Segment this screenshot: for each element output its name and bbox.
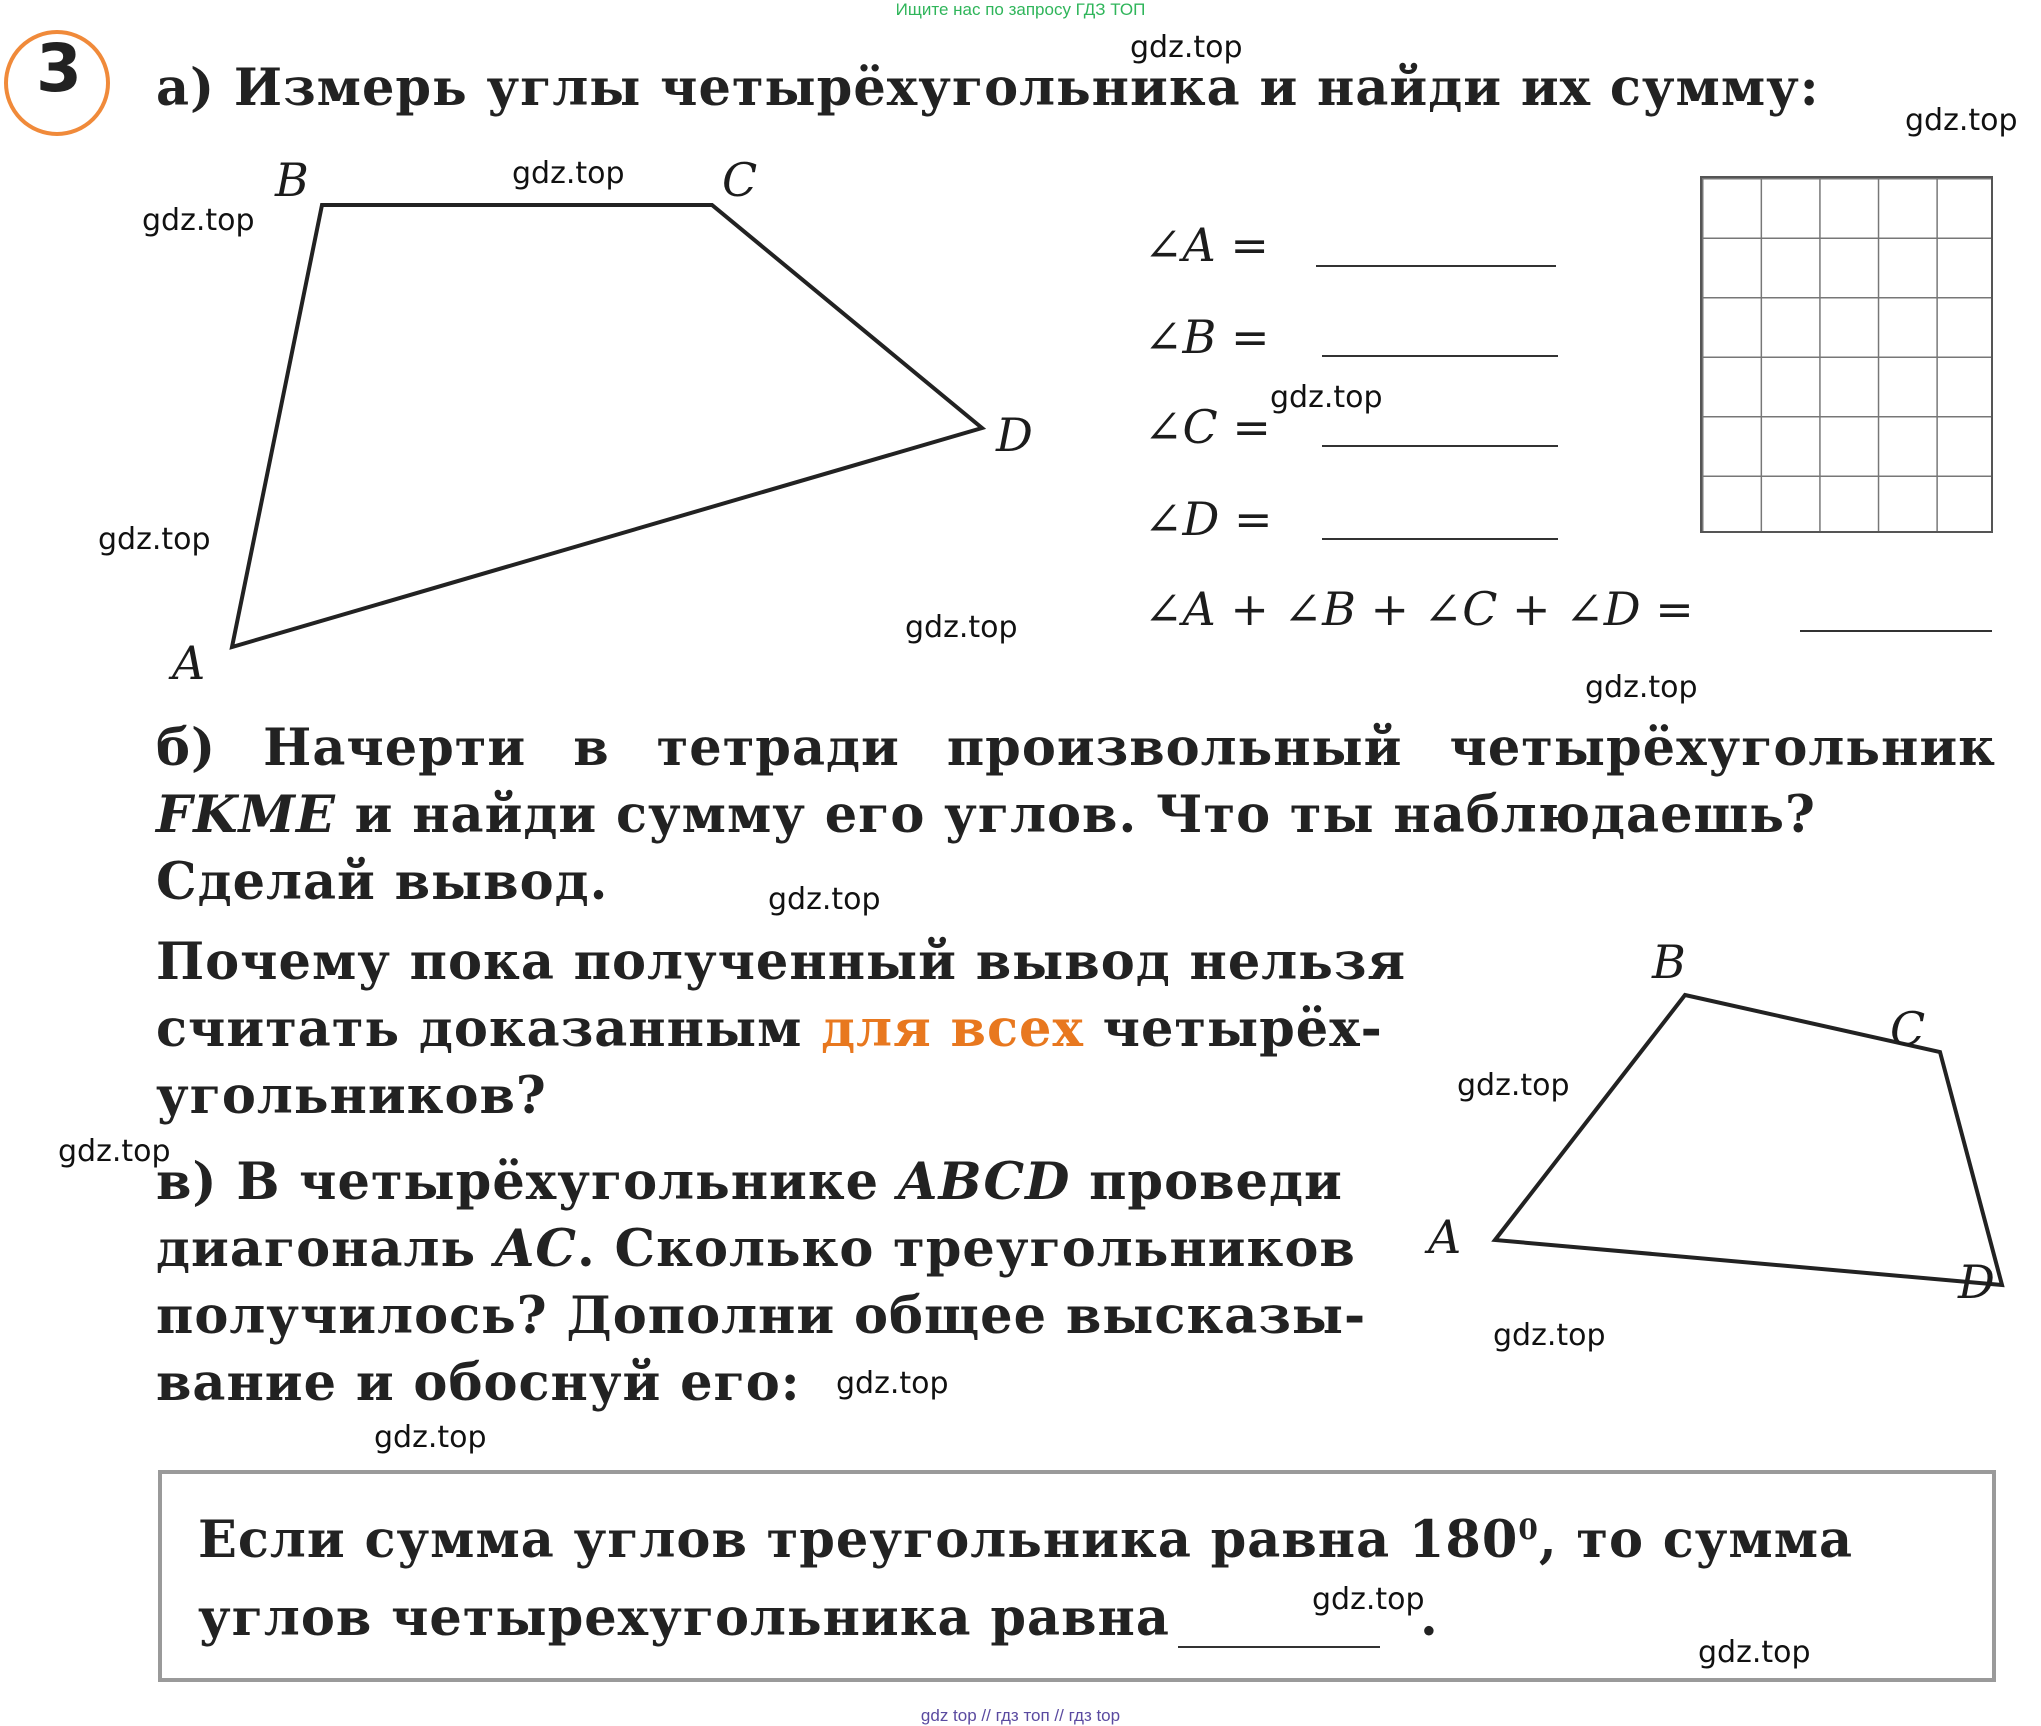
angle-sum-label: ∠A + ∠B + ∠C + ∠D = <box>1144 582 1694 636</box>
statement-line2: углов четырехугольника равна <box>198 1588 1170 1648</box>
angle-b-label: ∠B = <box>1144 310 1270 364</box>
answer-grid[interactable] <box>1700 176 1993 533</box>
watermark[interactable]: gdz.top <box>768 882 881 917</box>
part-b-question-line2-b: четырёх- <box>1083 999 1383 1059</box>
part-c-line1 <box>156 1152 1343 1212</box>
vertex-label-b: B <box>275 153 309 207</box>
watermark[interactable]: gdz.top <box>142 203 255 238</box>
angle-c-label: ∠C = <box>1144 400 1271 454</box>
angle-b-blank[interactable] <box>1322 355 1558 357</box>
part-b-line3: Сделай вывод. <box>156 852 609 912</box>
watermark[interactable]: gdz.top <box>1493 1318 1606 1353</box>
part-c-line2 <box>156 1219 1356 1279</box>
top-banner[interactable]: Ищите нас по запросу ГДЗ ТОП <box>895 0 1146 19</box>
watermark[interactable]: gdz.top <box>512 156 625 191</box>
watermark[interactable]: gdz.top <box>374 1420 487 1455</box>
part-b-question-line2-a: считать доказанным <box>156 999 822 1059</box>
part-c-line1-b: проведи <box>1070 1152 1343 1212</box>
part-b-question-line2 <box>156 999 1383 1059</box>
watermark[interactable]: gdz.top <box>1312 1582 1425 1617</box>
watermark[interactable]: gdz.top <box>58 1134 171 1169</box>
part-c-ac: AC <box>494 1219 578 1279</box>
watermark[interactable]: gdz.top <box>1457 1068 1570 1103</box>
angle-d-blank[interactable] <box>1322 538 1558 540</box>
vertex-label-d: D <box>996 408 1033 462</box>
watermark[interactable]: gdz.top <box>98 522 211 557</box>
watermark[interactable]: gdz.top <box>1585 670 1698 705</box>
part-c-line4: вание и обоснуй его: <box>156 1353 801 1413</box>
watermark[interactable]: gdz.top <box>836 1366 949 1401</box>
part-c-line2-b: . Сколько треугольников <box>577 1219 1356 1279</box>
statement-period: . <box>1420 1588 1439 1648</box>
part-b-line2 <box>156 785 1816 845</box>
vertex-label-c: C <box>722 153 758 207</box>
degree-superscript: 0 <box>1518 1513 1539 1546</box>
statement-line1-b: , то сумма <box>1538 1510 1854 1570</box>
angle-a-label: ∠A = <box>1144 218 1269 272</box>
vertex-label-a: A <box>172 636 206 690</box>
vertex2-label-a: A <box>1428 1210 1462 1264</box>
watermark[interactable]: gdz.top <box>1905 103 2018 138</box>
part-b-question-line1: Почему пока полученный вывод нельзя <box>156 932 1407 992</box>
watermark[interactable]: gdz.top <box>905 610 1018 645</box>
part-b-line2-rest: и найди сумму его углов. Что ты наблюдаешь? <box>335 785 1816 845</box>
part-a-text: а) Измерь углы четырёхугольника и найди их сумму: <box>156 58 1820 118</box>
task-number: 3 <box>36 30 82 107</box>
watermark[interactable]: gdz.top <box>1698 1635 1811 1670</box>
angle-c-blank[interactable] <box>1322 445 1558 447</box>
angle-a-blank[interactable] <box>1316 265 1556 267</box>
vertex2-label-d: D <box>1958 1255 1995 1309</box>
part-b-fkme: FKME <box>156 785 336 845</box>
vertex2-label-b: B <box>1652 935 1686 989</box>
bottom-banner[interactable]: gdz top // гдз топ // гдз top <box>920 1706 1121 1725</box>
statement-line1-a: Если сумма углов треугольника равна 180 <box>198 1510 1519 1570</box>
part-b-line1: б) Начерти в тетради произвольный четырёхугольник <box>156 718 1996 778</box>
watermark[interactable]: gdz.top <box>1270 380 1383 415</box>
statement-answer-blank[interactable] <box>1178 1646 1380 1648</box>
watermark[interactable]: gdz.top <box>1130 30 1243 65</box>
part-c-abcd: ABCD <box>897 1152 1071 1212</box>
part-b-highlight: для всех <box>821 999 1084 1059</box>
part-b-question-line3: угольников? <box>156 1066 547 1126</box>
angle-sum-blank[interactable] <box>1800 630 1992 632</box>
angle-d-label: ∠D = <box>1144 492 1273 546</box>
vertex2-label-c: C <box>1890 1002 1926 1056</box>
part-c-line3: получилось? Дополни общее высказы- <box>156 1286 1367 1346</box>
part-c-line2-a: диагональ <box>156 1219 495 1279</box>
statement-line1 <box>198 1510 1853 1570</box>
part-c-line1-a: в) В четырёхугольнике <box>156 1152 898 1212</box>
